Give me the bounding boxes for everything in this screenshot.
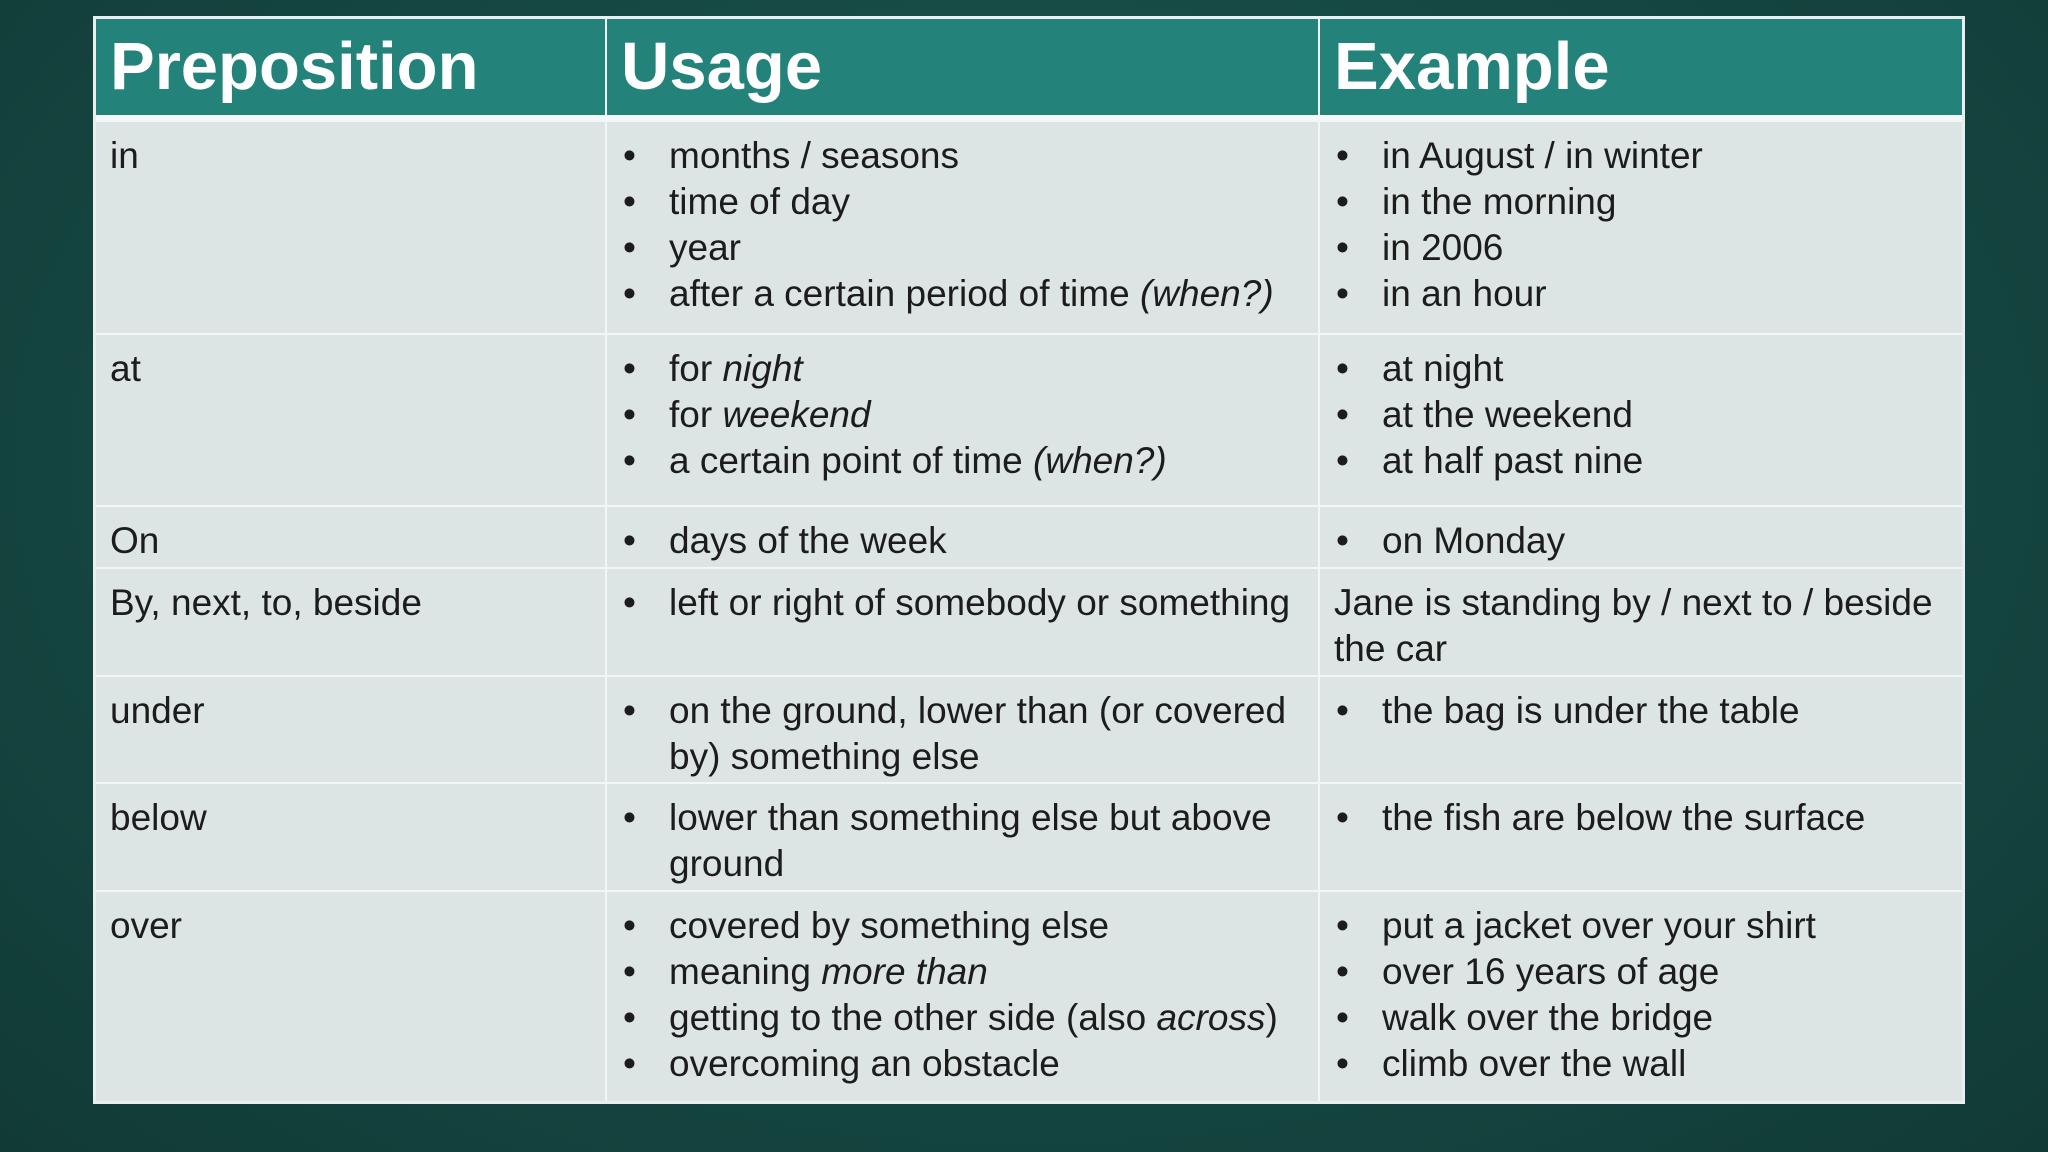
- usage-italic-text: more than: [821, 951, 988, 992]
- example-list: [1334, 903, 1948, 1087]
- example-text: over 16 years of age: [1382, 951, 1720, 992]
- table-row: [96, 505, 1962, 567]
- example-list: [1334, 795, 1948, 841]
- usage-item: [621, 225, 1304, 271]
- table-row: [96, 675, 1962, 782]
- header-preposition: Preposition: [96, 19, 607, 115]
- usage-text: days of the week: [669, 520, 947, 561]
- example-cell: [1320, 507, 1962, 567]
- preposition-cell: [96, 335, 607, 505]
- usage-text: left or right of somebody or something: [669, 582, 1291, 623]
- usage-item: [621, 949, 1304, 995]
- example-text: put a jacket over your shirt: [1382, 905, 1816, 946]
- usage-cell: [607, 335, 1320, 505]
- usage-italic-text: weekend: [722, 394, 871, 435]
- usage-list: [621, 346, 1304, 484]
- table-row: [96, 120, 1962, 333]
- usage-text: time of day: [669, 181, 850, 222]
- example-text: in 2006: [1382, 227, 1504, 268]
- header-usage: Usage: [607, 19, 1320, 115]
- table-row: [96, 890, 1962, 1101]
- example-item: [1334, 795, 1948, 841]
- example-item: [1334, 133, 1948, 179]
- example-text: at half past nine: [1382, 440, 1644, 481]
- example-item: [1334, 1041, 1948, 1087]
- example-text: Jane is standing by / next to / beside the car: [1334, 582, 1933, 669]
- usage-item: [621, 392, 1304, 438]
- example-cell: [1320, 335, 1962, 505]
- usage-text: ): [1265, 997, 1278, 1038]
- usage-list: [621, 688, 1304, 780]
- example-item: [1334, 949, 1948, 995]
- example-text: on Monday: [1382, 520, 1566, 561]
- example-item: [1334, 271, 1948, 317]
- usage-cell: [607, 507, 1320, 567]
- usage-list: [621, 903, 1304, 1087]
- usage-cell: [607, 677, 1320, 782]
- usage-list: [621, 580, 1304, 626]
- preposition-text: under: [110, 690, 205, 731]
- example-cell: [1320, 892, 1962, 1101]
- usage-italic-text: night: [722, 348, 803, 389]
- usage-item: [621, 1041, 1304, 1087]
- usage-cell: [607, 892, 1320, 1101]
- table-header-row: [96, 19, 1962, 120]
- usage-list: [621, 795, 1304, 887]
- example-item: [1334, 392, 1948, 438]
- preposition-text: On: [110, 520, 160, 561]
- usage-italic-text: across: [1156, 997, 1266, 1038]
- example-text: at night: [1382, 348, 1504, 389]
- usage-text: covered by something else: [669, 905, 1110, 946]
- example-text: at the weekend: [1382, 394, 1633, 435]
- usage-item: [621, 518, 1304, 564]
- example-cell: [1320, 784, 1962, 890]
- usage-text: overcoming an obstacle: [669, 1043, 1060, 1084]
- example-list: [1334, 346, 1948, 484]
- example-list: [1334, 133, 1948, 317]
- usage-item: [621, 271, 1304, 317]
- usage-item: [621, 438, 1304, 484]
- usage-text: lower than something else but above ground: [669, 797, 1272, 884]
- example-list: [1334, 518, 1948, 564]
- usage-item: [621, 688, 1304, 780]
- example-item: [1334, 903, 1948, 949]
- preposition-text: at: [110, 348, 141, 389]
- usage-text: meaning: [669, 951, 822, 992]
- example-text: the bag is under the table: [1382, 690, 1800, 731]
- example-text: the fish are below the surface: [1382, 797, 1866, 838]
- table-row: [96, 333, 1962, 505]
- usage-text: getting to the other side (also: [669, 997, 1157, 1038]
- usage-text: a certain point of time: [669, 440, 1034, 481]
- example-item: [1334, 995, 1948, 1041]
- usage-item: [621, 995, 1304, 1041]
- usage-list: [621, 133, 1304, 317]
- example-item: [1334, 179, 1948, 225]
- example-text: in an hour: [1382, 273, 1547, 314]
- usage-text: on the ground, lower than (or covered by) something else: [669, 690, 1287, 777]
- usage-list: [621, 518, 1304, 564]
- example-item: [1334, 225, 1948, 271]
- example-item: [1334, 346, 1948, 392]
- usage-text: for: [669, 394, 723, 435]
- usage-item: [621, 795, 1304, 887]
- preposition-cell: [96, 892, 607, 1101]
- preposition-text: below: [110, 797, 207, 838]
- preposition-text: in: [110, 135, 139, 176]
- usage-item: [621, 179, 1304, 225]
- usage-text: months / seasons: [669, 135, 959, 176]
- usage-text: after a certain period of time: [669, 273, 1140, 314]
- usage-cell: [607, 122, 1320, 333]
- preposition-cell: [96, 784, 607, 890]
- usage-italic-text: (when?): [1033, 440, 1167, 481]
- example-list: [1334, 688, 1948, 734]
- prepositions-table: [93, 16, 1965, 1104]
- usage-item: [621, 903, 1304, 949]
- preposition-text: By, next, to, beside: [110, 582, 422, 623]
- example-cell: [1320, 569, 1962, 675]
- table-body: [96, 120, 1962, 1101]
- example-cell: [1320, 122, 1962, 333]
- usage-item: [621, 346, 1304, 392]
- table-row: [96, 782, 1962, 890]
- usage-cell: [607, 569, 1320, 675]
- preposition-cell: [96, 122, 607, 333]
- usage-italic-text: (when?): [1139, 273, 1274, 314]
- usage-text: for: [669, 348, 723, 389]
- preposition-cell: [96, 569, 607, 675]
- header-example: Example: [1334, 29, 1610, 104]
- example-item: [1334, 688, 1948, 734]
- example-text: walk over the bridge: [1382, 997, 1714, 1038]
- example-text: in the morning: [1382, 181, 1617, 222]
- example-text: in August / in winter: [1382, 135, 1703, 176]
- example-item: [1334, 438, 1948, 484]
- preposition-text: over: [110, 905, 182, 946]
- usage-text: year: [669, 227, 741, 268]
- preposition-cell: [96, 677, 607, 782]
- table-row: [96, 567, 1962, 675]
- preposition-cell: [96, 507, 607, 567]
- example-text: climb over the wall: [1382, 1043, 1687, 1084]
- example-cell: [1320, 677, 1962, 782]
- usage-cell: [607, 784, 1320, 890]
- usage-item: [621, 580, 1304, 626]
- example-item: [1334, 518, 1948, 564]
- usage-item: [621, 133, 1304, 179]
